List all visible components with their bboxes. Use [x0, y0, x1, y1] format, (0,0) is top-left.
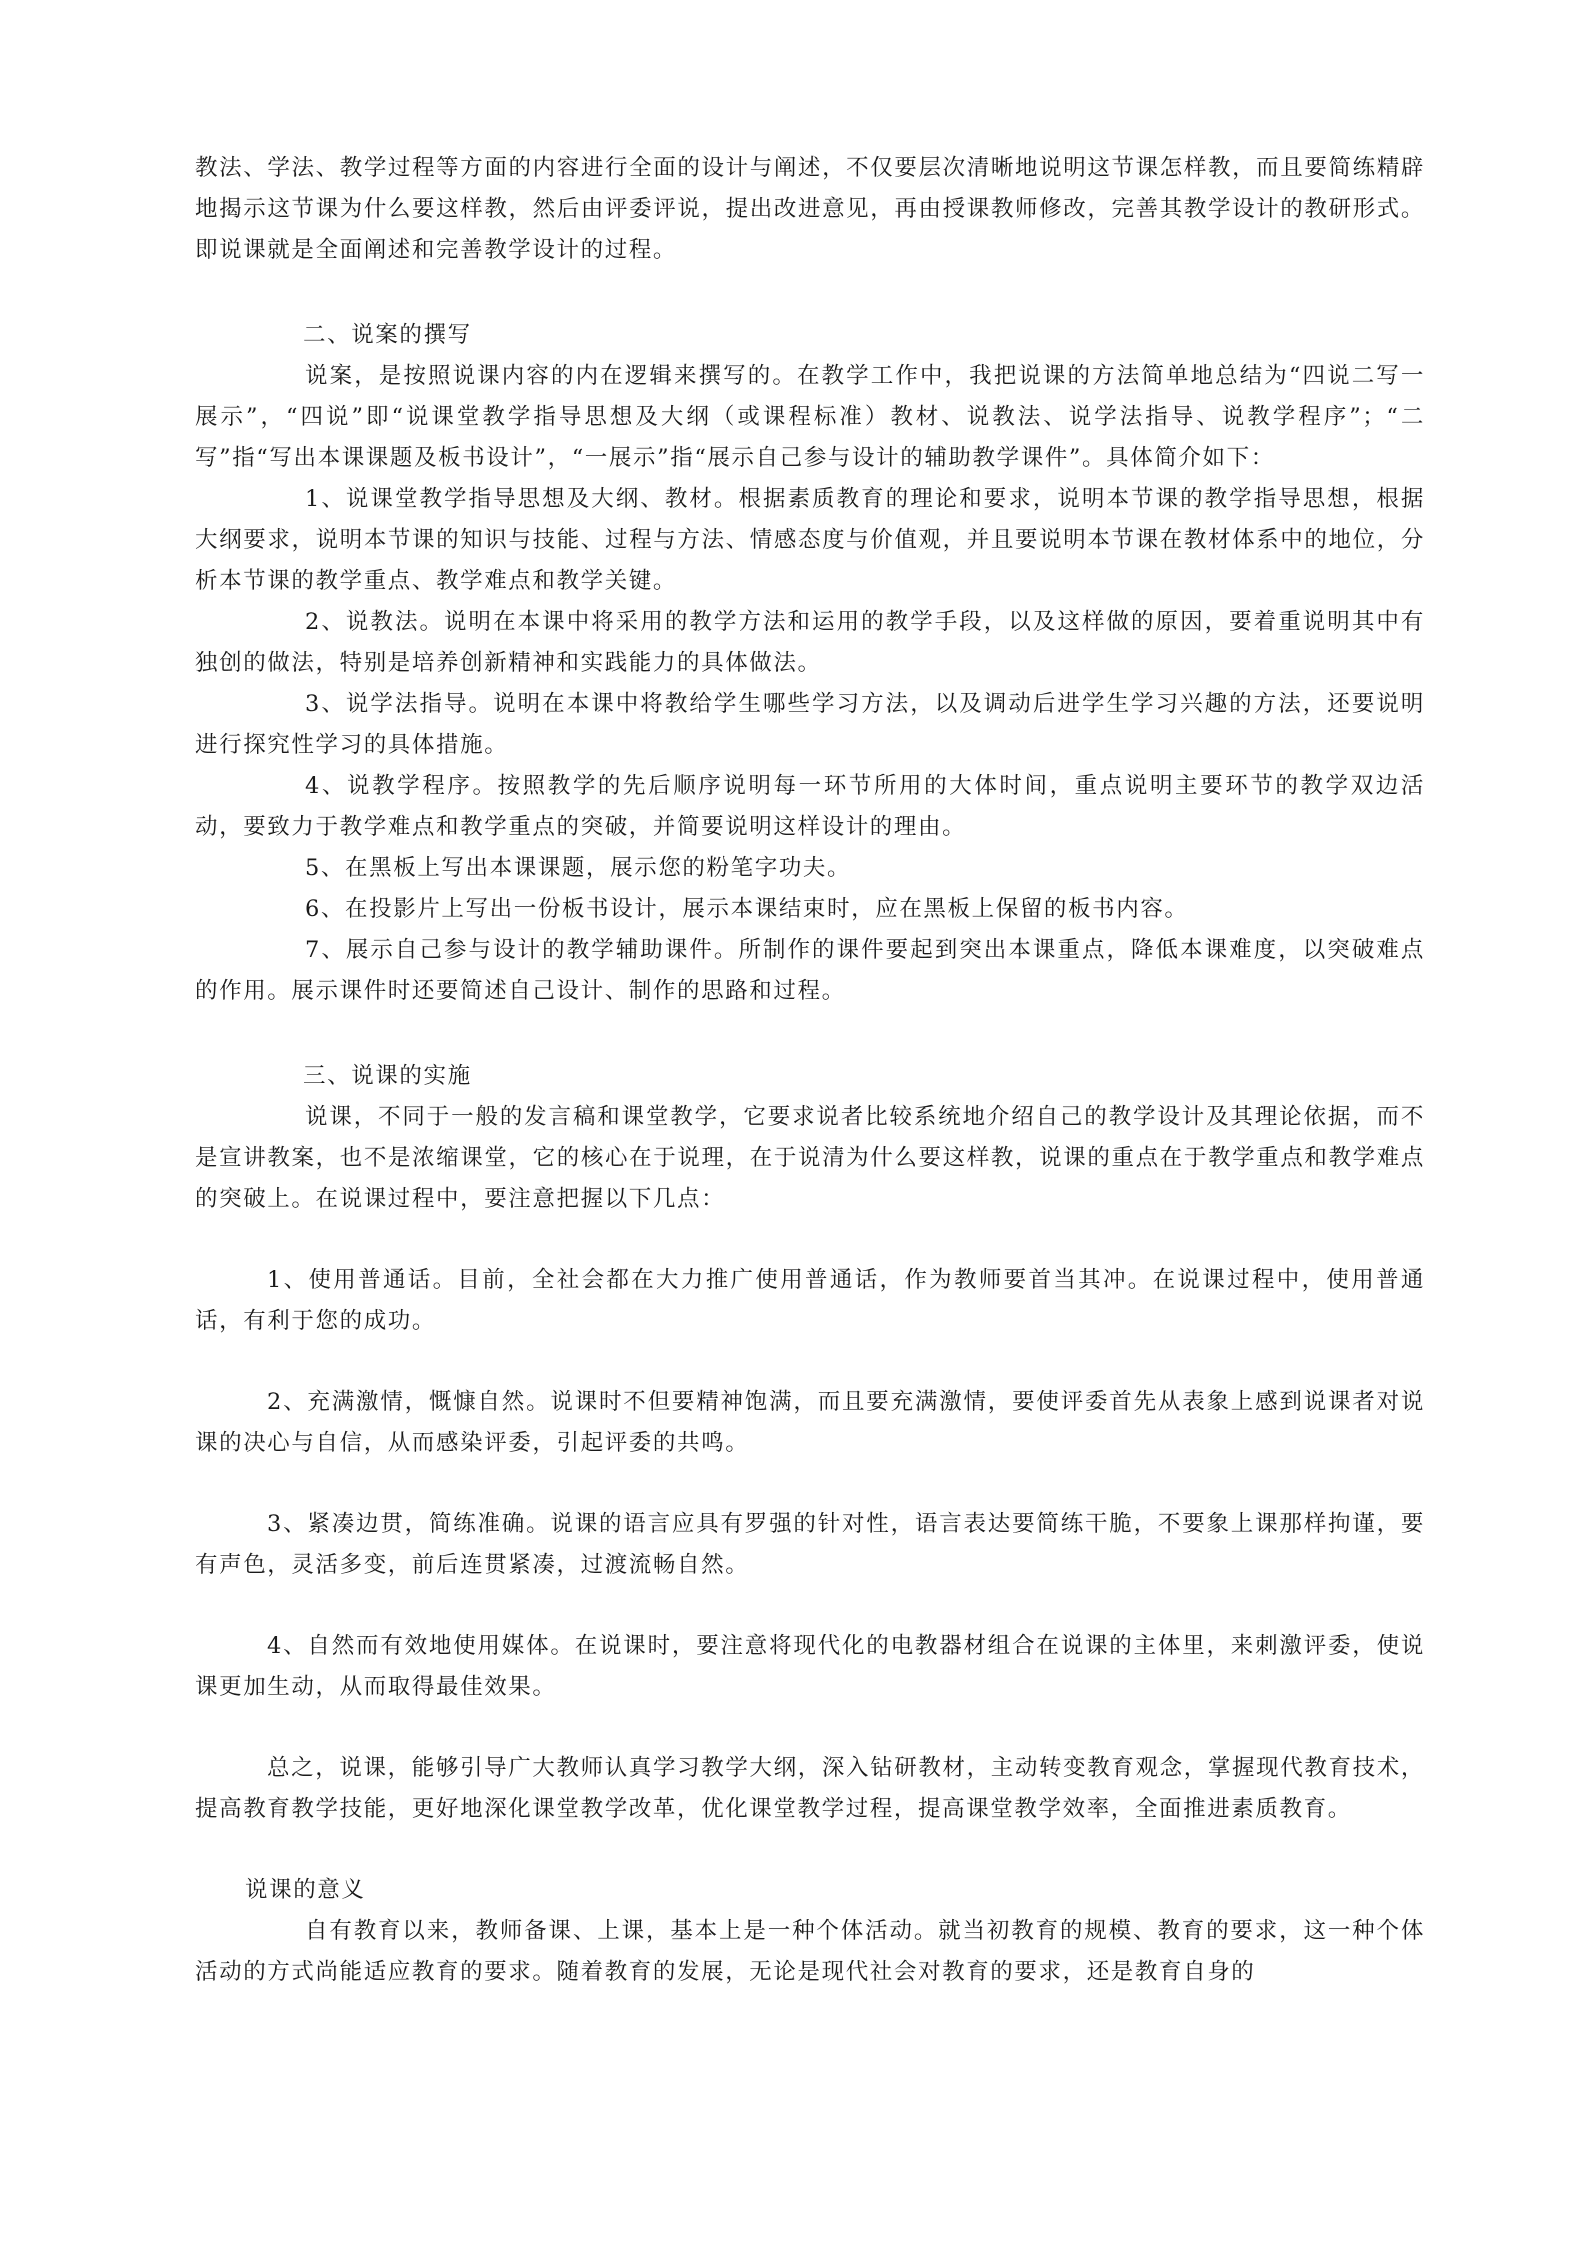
spacer — [195, 1708, 1425, 1748]
section2-item-7: 7、展示自己参与设计的教学辅助课件。所制作的课件要起到突出本课重点，降低本课难度，以突破难点的作用。展示课件时还要简述自己设计、制作的思路和过程。 — [195, 937, 1425, 1004]
spacer — [195, 271, 1425, 315]
spacer — [195, 1586, 1425, 1626]
spacer — [195, 1220, 1425, 1260]
section3-point-4: 4、自然而有效地使用媒体。在说课时，要注意将现代化的电教器材组合在说课的主体里，来刺激评委，使说课更加生动，从而取得最佳效果。 — [195, 1633, 1425, 1700]
section3-point-1: 1、使用普通话。目前，全社会都在大力推广使用普通话，作为教师要首当其冲。在说课过程中，使用普通话，有利于您的成功。 — [195, 1267, 1425, 1334]
section3-intro: 说课，不同于一般的发言稿和课堂教学，它要求说者比较系统地介绍自己的教学设计及其理论依据，而不是宣讲教案，也不是浓缩课堂，它的核心在于说理，在于说清为什么要这样教，说课的重点在于教学重点和教学难点的突破上。在说课过程中，要注意把握以下几点： — [195, 1104, 1425, 1212]
section2-item-1: 1、说课堂教学指导思想及大纲、教材。根据素质教育的理论和要求，说明本节课的教学指导思想，根据大纲要求，说明本节课的知识与技能、过程与方法、情感态度与价值观，并且要说明本节课在教材体系中的地位，分析本节课的教学重点、教学难点和教学关键。 — [195, 486, 1425, 594]
section3-heading: 三、说课的实施 — [303, 1063, 472, 1089]
document-body — [195, 148, 1425, 1993]
section4-heading: 说课的意义 — [245, 1877, 366, 1903]
section2-item-4: 4、说教学程序。按照教学的先后顺序说明每一环节所用的大体时间，重点说明主要环节的教学双边活动，要致力于教学难点和教学重点的突破，并简要说明这样设计的理由。 — [195, 773, 1425, 840]
section2-item-3: 3、说学法指导。说明在本课中将教给学生哪些学习方法，以及调动后进学生学习兴趣的方法，还要说明进行探究性学习的具体措施。 — [195, 691, 1425, 758]
section2-heading: 二、说案的撰写 — [303, 322, 472, 348]
intro-paragraph: 教法、学法、教学过程等方面的内容进行全面的设计与阐述，不仅要层次清晰地说明这节课怎样教，而且要简练精辟地揭示这节课为什么要这样教，然后由评委评说，提出改进意见，再由授课教师修改，完善其教学设计的教研形式。即说课就是全面阐述和完善教学设计的过程。 — [195, 155, 1425, 263]
section2-item-5: 5、在黑板上写出本课课题，展示您的粉笔字功夫。 — [305, 855, 852, 881]
section2-item-6: 6、在投影片上写出一份板书设计，展示本课结束时，应在黑板上保留的板书内容。 — [305, 896, 1189, 922]
section3-point-3: 3、紧凑边贯，简练准确。说课的语言应具有罗强的针对性，语言表达要简练干脆，不要象上课那样拘谨，要有声色，灵活多变，前后连贯紧凑，过渡流畅自然。 — [195, 1511, 1425, 1578]
section4-intro: 自有教育以来，教师备课、上课，基本上是一种个体活动。就当初教育的规模、教育的要求，这一种个体活动的方式尚能适应教育的要求。随着教育的发展，无论是现代社会对教育的要求，还是教育自身的 — [195, 1918, 1425, 1985]
spacer — [195, 1830, 1425, 1870]
spacer — [195, 1012, 1425, 1056]
section2-intro: 说案，是按照说课内容的内在逻辑来撰写的。在教学工作中，我把说课的方法简单地总结为“四说二写一展示”，“四说”即“说课堂教学指导思想及大纲（或课程标准）教材、说教法、说学法指导、说教学程序”；“二写”指“写出本课课题及板书设计”，“一展示”指“展示自己参与设计的辅助教学课件”。具体简介如下： — [195, 363, 1425, 471]
section3-point-2: 2、充满激情，慨慷自然。说课时不但要精神饱满，而且要充满激情，要使评委首先从表象上感到说课者对说课的决心与自信，从而感染评委，引起评委的共鸣。 — [195, 1389, 1425, 1456]
section2-item-2: 2、说教法。说明在本课中将采用的教学方法和运用的教学手段，以及这样做的原因，要着重说明其中有独创的做法，特别是培养创新精神和实践能力的具体做法。 — [195, 609, 1425, 676]
spacer — [195, 1464, 1425, 1504]
section3-summary: 总之，说课，能够引导广大教师认真学习教学大纲，深入钻研教材，主动转变教育观念，掌握现代教育技术，提高教育教学技能，更好地深化课堂教学改革，优化课堂教学过程，提高课堂教学效率，全面推进素质教育。 — [195, 1755, 1425, 1822]
spacer — [195, 1342, 1425, 1382]
